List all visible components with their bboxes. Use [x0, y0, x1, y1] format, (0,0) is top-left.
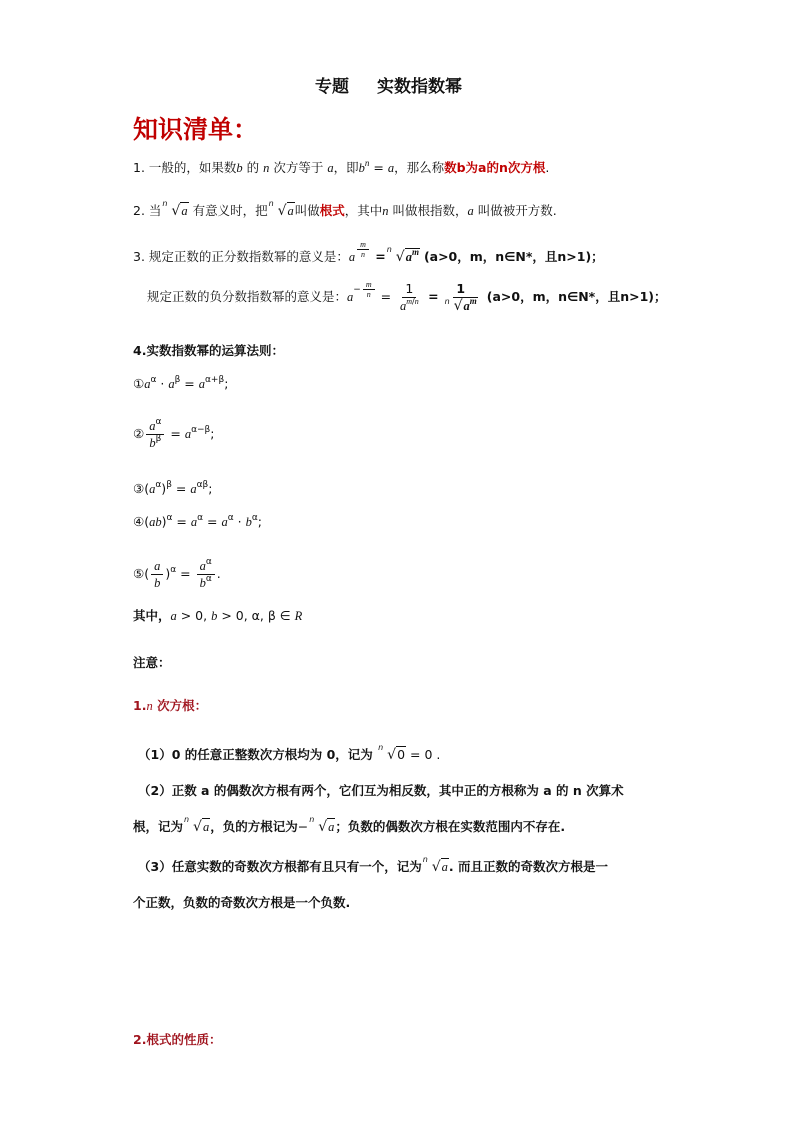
radical-expression: n √a — [309, 815, 335, 835]
rule-number: ③ — [133, 481, 145, 496]
note-subheading-2: 2.根式的性质： — [133, 1032, 222, 1047]
page-title — [315, 72, 462, 97]
item1-text: 的 — [246, 160, 260, 175]
rule-number: ⑤ — [133, 566, 145, 581]
item-1: 1. 一般的，如果数b 的 n 次方等于 a，即$b^n = a$，那么称数b为a的n次方根. — [133, 158, 550, 175]
subheading-text: 次方根： — [157, 698, 208, 713]
paragraph-text: . 而且正数的奇数次方根是一 — [448, 859, 608, 874]
radical-expression: n √a — [184, 815, 210, 835]
item2-text: 叫做 — [294, 203, 320, 218]
item-3-negative: 规定正数的负分数指数幂的意义是：$a^{- \frac{m}{n}}$ = $\frac{1}{a^{m/n}}$ = 1 n $√a^m$ (a>0，m，n∈N*，且n>1)； — [147, 280, 667, 314]
rule-number: ① — [133, 376, 145, 391]
section-heading: 知识清单： — [133, 115, 259, 144]
item2-text: 有意义时，把 — [192, 203, 268, 218]
radical-expression: n √a — [162, 199, 188, 219]
where-label: 其中， — [133, 608, 171, 623]
item2-text: 叫做根指数， — [392, 203, 468, 218]
title-subject: 实数指数幂 — [377, 77, 462, 97]
rule-conditions: 其中，a > 0, b > 0, α, β ∈ R — [133, 608, 303, 623]
note-paragraph-1: （1）0 的任意正整数次方根均为 0，记为 n √0 = 0 . — [138, 743, 441, 763]
note-paragraph-3-line1 — [138, 857, 608, 875]
rule-2: ② $\frac{a^\alpha}{b^\beta}$ = $a^{\alpha-\beta}$; — [133, 417, 215, 450]
item-3-positive: 3. 规定正数的正分数指数幂的意义是：a $^{\frac{m}{n}}$ = n $√a^m$ (a>0，m，n∈N*，且n>1)； — [133, 240, 604, 265]
radical-expression: n √a — [422, 855, 448, 875]
note-paragraph-3-line2: 个正数，负数的奇数次方根是一个负数. — [133, 895, 351, 910]
subheading-number: 1. — [133, 698, 147, 713]
item3-label: 3. 规定正数的正分数指数幂的意义是： — [133, 249, 349, 264]
note-heading: 注意： — [133, 655, 171, 670]
item-2: 2. 当 n √a 有意义时，把 n √a叫做根式，其中n 叫做根指数，a 叫做被开方数. — [133, 199, 557, 219]
item2-text: ，其中 — [344, 203, 383, 218]
item3-label: 规定正数的负分数指数幂的意义是： — [147, 289, 348, 304]
item3-condition: (a>0，m，n∈N*，且n>1)； — [423, 249, 604, 264]
item3-condition: (a>0，m，n∈N*，且n>1)； — [486, 289, 667, 304]
item1-text: . — [545, 160, 550, 175]
rule-4: ④(ab)$^\alpha$ = $a^\alpha = a^\alpha \cdot b^\alpha$; — [133, 513, 262, 529]
radical-term: 根式 — [319, 203, 345, 218]
item1-text: ，即 — [333, 160, 359, 175]
title-topic: 专题 — [315, 77, 349, 97]
rule-1: $①a^\alpha \cdot a^\beta = a^{\alpha+\beta}$; — [133, 375, 229, 391]
paragraph-text: ；负数的偶数次方根在实数范围内不存在. — [335, 819, 566, 834]
paragraph-text: （3）任意实数的奇数次方根都有且只有一个，记为 — [138, 859, 422, 874]
item-4-heading: 4.实数指数幂的运算法则： — [133, 343, 284, 358]
nth-root-definition: 数b为a的n次方根 — [444, 160, 546, 175]
rule-number: ② — [133, 426, 145, 441]
note-paragraph-2-line1: （2）正数 a 的偶数次方根有两个，它们互为相反数，其中正的方根称为 a 的 n 次算术 — [138, 783, 624, 798]
rule-5: ⑤( $\frac{a}{b}$ )$^\alpha$ = $\frac{a^\alpha}{b^\alpha}$ . — [133, 557, 221, 590]
paragraph-text: 根，记为 — [133, 819, 184, 834]
paragraph-text: （1）0 的任意正整数次方根均为 0，记为 — [138, 747, 373, 762]
rule-number: ④ — [133, 514, 145, 529]
rule-3: $③(a^\alpha)^\beta = a^{\alpha\beta}$; — [133, 480, 213, 496]
item1-text: ，那么称 — [394, 160, 445, 175]
item1-text: 次方等于 — [273, 160, 324, 175]
radical-expression: n $√a^m$ — [386, 245, 419, 265]
item2-text: 2. 当 — [133, 203, 162, 218]
note-subheading-1: 1.n 次方根： — [133, 698, 208, 713]
paragraph-text: ，负的方根记为 — [210, 819, 298, 834]
item1-text: 1. 一般的，如果数 — [133, 160, 237, 175]
radical-expression: n √0 — [378, 743, 406, 763]
note-paragraph-2-line2: 根，记为 n √a，负的方根记为− n √a；负数的偶数次方根在实数范围内不存在. — [133, 815, 566, 835]
item2-text: 叫做被开方数. — [477, 203, 557, 218]
radical-expression: n √a — [268, 199, 294, 219]
